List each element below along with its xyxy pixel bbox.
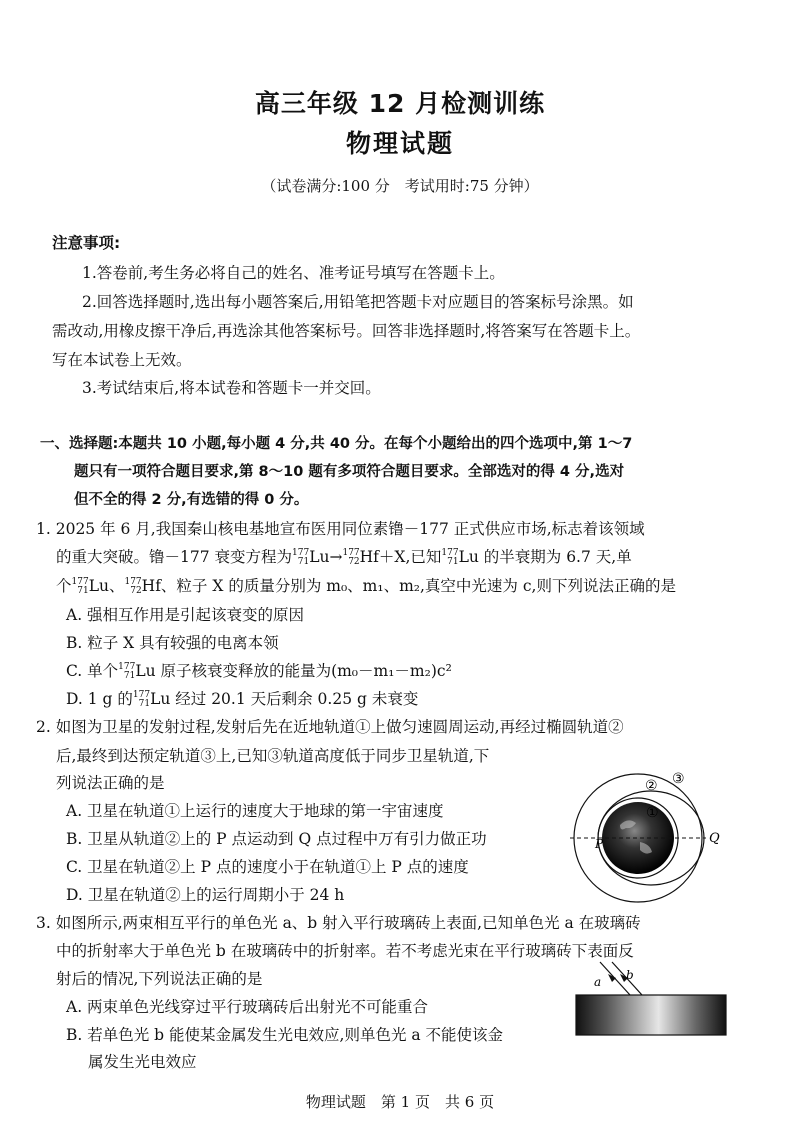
q2-option-b: B. 卫星从轨道②上的 P 点运动到 Q 点过程中万有引力做正功: [66, 830, 487, 848]
q1-line-3: 个177 71Lu、177 72Hf、粒子 X 的质量分别为 m₀、m₁、m₂,真空中光速为 c,则下列说法正确的是: [56, 577, 676, 596]
q1-line-2: 的重大突破。镥－177 衰变方程为177 71Lu→177 72Hf＋X,已知177 71Lu 的半衰期为 6.7 天,单: [56, 548, 632, 567]
q2-option-a: A. 卫星在轨道①上运行的速度大于地球的第一宇宙速度: [66, 802, 444, 820]
q2-line-3: 列说法正确的是: [56, 774, 165, 792]
glass-brick: [576, 995, 726, 1035]
orbit-2-label: ②: [645, 778, 658, 794]
notice-heading: 注意事项:: [52, 234, 121, 252]
q1-line-1: 1. 2025 年 6 月,我国秦山核电基地宣布医用同位素镥－177 正式供应市场,标志着该领域: [36, 520, 645, 538]
exam-title: 高三年级 12 月检测训练: [254, 89, 546, 118]
orbit-1-label: ①: [646, 805, 659, 821]
q2-option-c: C. 卫星在轨道②上 P 点的速度小于在轨道①上 P 点的速度: [66, 858, 469, 876]
q3-line-1: 3. 如图所示,两束相互平行的单色光 a、b 射入平行玻璃砖上表面,已知单色光 a 在玻璃砖: [36, 914, 641, 932]
q3-option-a: A. 两束单色光线穿过平行玻璃砖后出射光不可能重合: [66, 998, 429, 1016]
q2-option-d: D. 卫星在轨道②上的运行周期小于 24 h: [66, 886, 345, 904]
notice-item-2-line-2: 需改动,用橡皮擦干净后,再选涂其他答案标号。回答非选择题时,将答案写在答题卡上。: [52, 322, 641, 340]
q2-line-1: 2. 如图为卫星的发射过程,发射后先在近地轨道①上做匀速圆周运动,再经过椭圆轨道②: [36, 718, 624, 736]
q3-line-3: 射后的情况,下列说法正确的是: [56, 970, 263, 988]
ray-a-label: a: [594, 975, 602, 989]
q2-line-2: 后,最终到达预定轨道③上,已知③轨道高度低于同步卫星轨道,下: [56, 747, 490, 765]
q1-option-d: D. 1 g 的177 71Lu 经过 20.1 天后剩余 0.25 g 未衰变: [66, 690, 419, 709]
point-p-label: P: [595, 837, 604, 851]
section-1-line-1: 一、选择题:本题共 10 小题,每小题 4 分,共 40 分。在每个小题给出的四个选项中,第 1～7: [40, 436, 633, 452]
section-1-line-3: 但不全的得 2 分,有选错的得 0 分。: [74, 492, 309, 508]
q1-option-b: B. 粒子 X 具有较强的电离本领: [66, 634, 279, 652]
notice-item-3: 3.考试结束后,将本试卷和答题卡一并交回。: [82, 379, 381, 397]
section-1-line-2: 题只有一项符合题目要求,第 8～10 题有多项符合题目要求。全部选对的得 4 分,选对: [74, 464, 625, 480]
exam-meta: （试卷满分:100 分 考试用时:75 分钟）: [261, 177, 539, 195]
q3-option-b-line-1: B. 若单色光 b 能使某金属发生光电效应,则单色光 a 不能使该金: [66, 1026, 504, 1044]
glass-brick-figure: [572, 960, 732, 1040]
q1-option-a: A. 强相互作用是引起该衰变的原因: [66, 606, 305, 624]
page-footer: 物理试题 第 1 页 共 6 页: [305, 1093, 495, 1111]
point-q-label: Q: [709, 831, 720, 846]
ray-b-label: b: [626, 968, 634, 982]
notice-item-1: 1.答卷前,考生务必将自己的姓名、准考证号填写在答题卡上。: [82, 264, 505, 282]
orbit-3-label: ③: [672, 771, 685, 787]
notice-item-2-line-3: 写在本试卷上无效。: [52, 351, 192, 369]
subject-title: 物理试题: [345, 129, 454, 158]
q1-option-c: C. 单个177 71Lu 原子核衰变释放的能量为(m₀－m₁－m₂)c²: [66, 662, 452, 681]
q3-option-b-line-2: 属发生光电效应: [88, 1053, 197, 1071]
satellite-orbit-figure: [568, 770, 730, 905]
q3-line-2: 中的折射率大于单色光 b 在玻璃砖中的折射率。若不考虑光束在平行玻璃砖下表面反: [56, 942, 634, 960]
notice-item-2-line-1: 2.回答选择题时,选出每小题答案后,用铅笔把答题卡对应题目的答案标号涂黑。如: [82, 293, 634, 311]
